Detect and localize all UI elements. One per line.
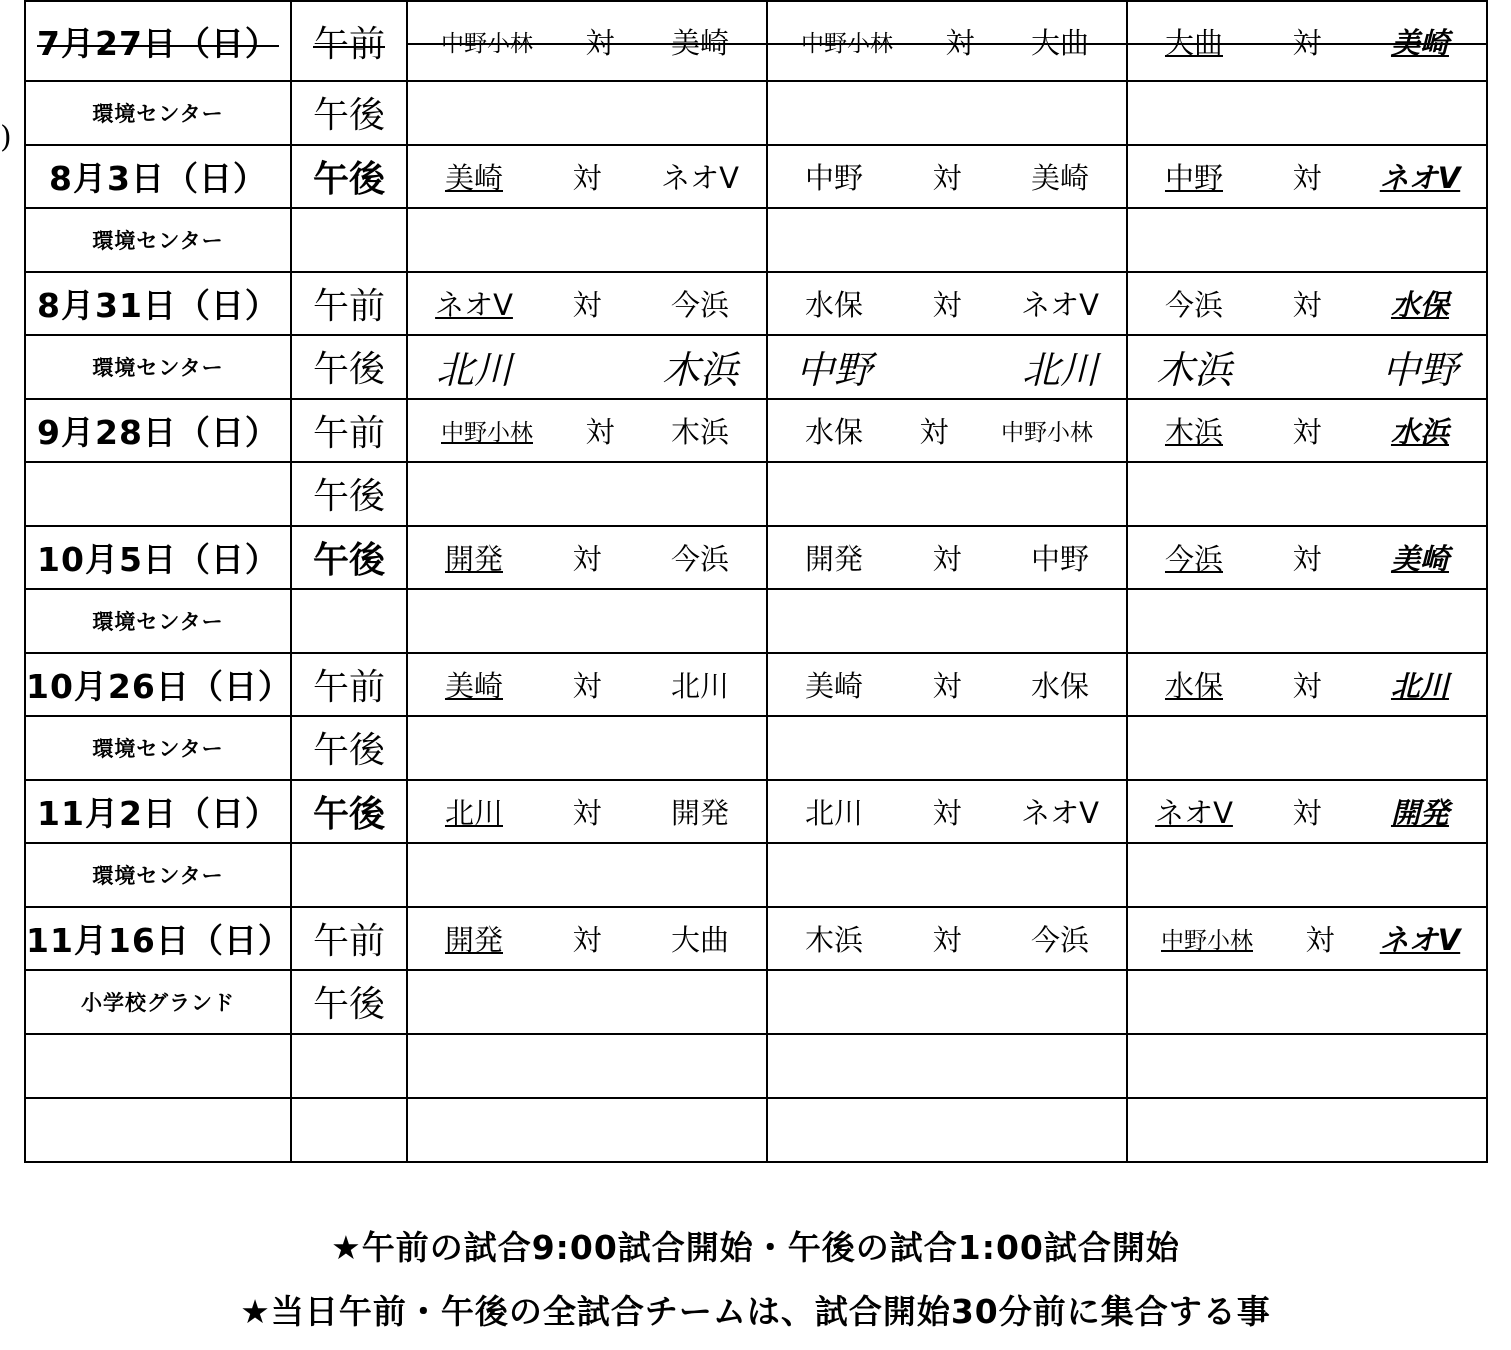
blank-row: [25, 1098, 1487, 1162]
match-cell-3: 中野 対 ネオV: [1127, 145, 1487, 209]
session-cell: 午前: [291, 272, 407, 336]
date-cell: 7月27日（日）: [25, 1, 291, 81]
match-cell-2: 開発 対 中野: [767, 526, 1127, 590]
schedule-row: [25, 907, 1487, 971]
match-cell-1: [407, 716, 767, 780]
schedule-row: [25, 843, 1487, 907]
session-cell: 午後: [291, 335, 407, 399]
match-cell-1: [407, 589, 767, 653]
session-cell: 午後: [291, 526, 407, 590]
session-cell: 午後: [291, 716, 407, 780]
match-cell-2: [767, 462, 1127, 526]
schedule-row: [25, 780, 1487, 844]
match-cell-3: [1127, 970, 1487, 1034]
venue-cell: 環境センター: [25, 81, 291, 145]
match-cell-3: [1127, 589, 1487, 653]
blank-cell: [291, 1034, 407, 1098]
match-cell-3: [1127, 716, 1487, 780]
note-assembly: ★当日午前・午後の全試合チームは、試合開始30分前に集合する事: [240, 1292, 1271, 1331]
blank-cell: [407, 1098, 767, 1162]
match-cell-3: 木浜 中野: [1127, 335, 1487, 399]
schedule-row: [25, 653, 1487, 717]
match-cell-3: [1127, 462, 1487, 526]
venue-cell: 環境センター: [25, 716, 291, 780]
schedule-row: [25, 145, 1487, 209]
match-cell-1: 美崎 対 ネオV: [407, 145, 767, 209]
match-cell-1: [407, 208, 767, 272]
match-cell-2: 木浜 対 今浜: [767, 907, 1127, 971]
blank-cell: [767, 1098, 1127, 1162]
schedule-row: [25, 462, 1487, 526]
match-cell-1: 北川 木浜: [407, 335, 767, 399]
match-cell-1: 開発 対 今浜: [407, 526, 767, 590]
session-cell: 午後: [291, 970, 407, 1034]
blank-cell: [25, 1098, 291, 1162]
match-cell-2: [767, 208, 1127, 272]
session-cell: 午後: [291, 462, 407, 526]
schedule-row: [25, 589, 1487, 653]
blank-cell: [767, 1034, 1127, 1098]
match-cell-2: [767, 716, 1127, 780]
match-cell-3: [1127, 81, 1487, 145]
date-cell: 11月16日（日）: [25, 907, 291, 971]
note-start-times: ★午前の試合9:00試合開始・午後の試合1:00試合開始: [331, 1228, 1180, 1267]
blank-cell: [25, 1034, 291, 1098]
schedule-sheet: [24, 0, 1486, 1163]
match-cell-1: 北川 対 開発: [407, 780, 767, 844]
match-cell-3: 水保 対 北川: [1127, 653, 1487, 717]
session-cell: 午前: [291, 653, 407, 717]
margin-scribble: ): [0, 120, 12, 155]
match-cell-3: 木浜 対 水浜: [1127, 399, 1487, 463]
match-cell-2: [767, 970, 1127, 1034]
match-cell-3: 大曲 対 美崎: [1127, 1, 1487, 81]
venue-cell: 環境センター: [25, 208, 291, 272]
session-cell: [291, 589, 407, 653]
date-cell: 10月5日（日）: [25, 526, 291, 590]
schedule-row: [25, 81, 1487, 145]
match-cell-1: [407, 81, 767, 145]
match-cell-1: [407, 843, 767, 907]
match-cell-1: 中野小林 対 木浜: [407, 399, 767, 463]
date-cell: 8月3日（日）: [25, 145, 291, 209]
session-cell: 午後: [291, 780, 407, 844]
match-cell-1: [407, 462, 767, 526]
schedule-row: [25, 272, 1487, 336]
venue-cell: 環境センター: [25, 843, 291, 907]
session-cell: 午前: [291, 907, 407, 971]
match-cell-2: [767, 843, 1127, 907]
schedule-row: [25, 716, 1487, 780]
date-cell: 9月28日（日）: [25, 399, 291, 463]
schedule-row: [25, 1, 1487, 81]
match-cell-1: 美崎 対 北川: [407, 653, 767, 717]
match-cell-3: 中野小林 対 ネオV: [1127, 907, 1487, 971]
session-cell: 午後: [291, 81, 407, 145]
match-cell-3: 今浜 対 水保: [1127, 272, 1487, 336]
venue-cell: 環境センター: [25, 335, 291, 399]
match-cell-3: [1127, 843, 1487, 907]
match-cell-1: 中野小林 対 美崎: [407, 1, 767, 81]
schedule-row: [25, 970, 1487, 1034]
match-cell-2: [767, 589, 1127, 653]
blank-cell: [291, 1098, 407, 1162]
match-cell-3: ネオV 対 開発: [1127, 780, 1487, 844]
date-cell: 8月31日（日）: [25, 272, 291, 336]
schedule-row: [25, 335, 1487, 399]
session-cell: 午後: [291, 145, 407, 209]
match-cell-2: 水保 対 ネオV: [767, 272, 1127, 336]
schedule-row: [25, 526, 1487, 590]
blank-cell: [1127, 1098, 1487, 1162]
venue-cell: 環境センター: [25, 589, 291, 653]
match-cell-1: ネオV 対 今浜: [407, 272, 767, 336]
blank-cell: [407, 1034, 767, 1098]
venue-cell: [25, 462, 291, 526]
venue-cell: 小学校グランド: [25, 970, 291, 1034]
match-cell-2: 中野小林 対 大曲: [767, 1, 1127, 81]
session-cell: 午前: [291, 1, 407, 81]
match-cell-2: 水保 対 中野小林: [767, 399, 1127, 463]
match-cell-2: 中野 北川: [767, 335, 1127, 399]
session-cell: [291, 208, 407, 272]
match-schedule-table: [24, 0, 1488, 1163]
match-cell-1: [407, 970, 767, 1034]
blank-cell: [1127, 1034, 1487, 1098]
match-cell-3: [1127, 208, 1487, 272]
match-cell-2: 中野 対 美崎: [767, 145, 1127, 209]
schedule-row: [25, 208, 1487, 272]
date-cell: 10月26日（日）: [25, 653, 291, 717]
match-cell-2: 北川 対 ネオV: [767, 780, 1127, 844]
match-cell-2: [767, 81, 1127, 145]
match-cell-1: 開発 対 大曲: [407, 907, 767, 971]
match-cell-2: 美崎 対 水保: [767, 653, 1127, 717]
match-cell-3: 今浜 対 美崎: [1127, 526, 1487, 590]
session-cell: 午前: [291, 399, 407, 463]
schedule-row: [25, 399, 1487, 463]
date-cell: 11月2日（日）: [25, 780, 291, 844]
blank-row: [25, 1034, 1487, 1098]
session-cell: [291, 843, 407, 907]
